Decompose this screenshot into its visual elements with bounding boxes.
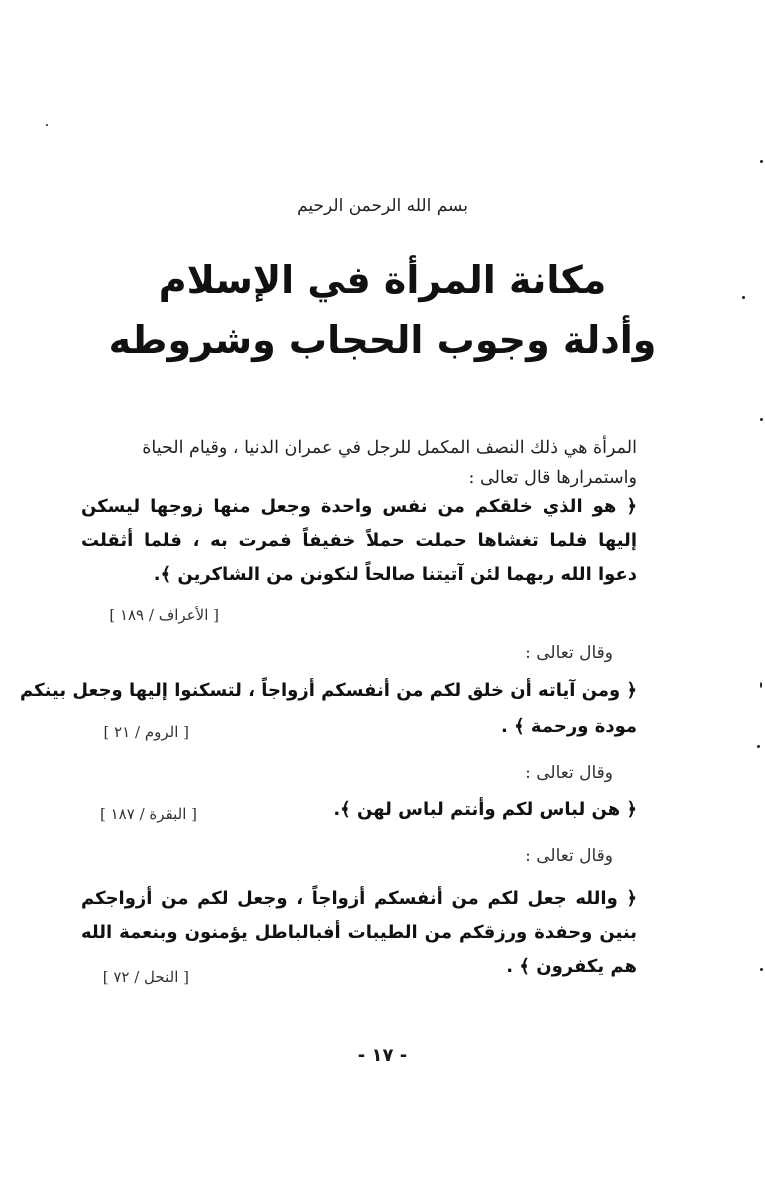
scan-speck: [760, 682, 762, 688]
title-line-2: وأدلة وجوب الحجاب وشروطه: [108, 318, 657, 362]
qal-taala-1: وقال تعالى :: [525, 643, 613, 663]
page-number: - ١٧ -: [357, 1045, 408, 1066]
verse-3: ﴿ هن لباس لكم وأنتم لباس لهن ﴾.: [333, 799, 637, 820]
scan-speck: [760, 160, 763, 163]
verse-4: ﴿ والله جعل لكم من أنفسكم أزواجاً ، وجعل لكم من أزواجكم بنين وحفدة ورزقكم من الطيبات أفبالباطل يؤمنون وبنعمة الله هم يكفرون ﴾ .: [81, 888, 637, 977]
scan-speck: [760, 968, 763, 971]
basmala: بسم الله الرحمن الرحيم: [297, 196, 468, 216]
verse-2-reference: [ الروم / ٢١ ]: [103, 723, 189, 741]
scan-speck: [742, 296, 745, 299]
title-line-1: مكانة المرأة في الإسلام: [158, 258, 607, 302]
verse-1-reference: [ الأعراف / ١٨٩ ]: [109, 606, 219, 624]
verse-4-reference: [ النحل / ٧٢ ]: [102, 968, 189, 986]
verse-2-line-2: مودة ورحمة ﴾ .: [501, 716, 637, 737]
verse-1: ﴿ هو الذي خلقكم من نفس واحدة وجعل منها زوجها ليسكن إليها فلما تغشاها حملت حملاً خفيفاً فمرت به ، فلما أثقلت دعوا الله ربهما لئن آتيتنا صالحاً لنكونن من الشاكرين ﴾.: [81, 496, 637, 585]
scan-speck: [757, 745, 760, 748]
verse-3-reference: [ البقرة / ١٨٧ ]: [100, 805, 197, 823]
intro-paragraph: المرأة هي ذلك النصف المكمل للرجل في عمران الدنيا ، وقيام الحياة واستمرارها قال تعالى :: [142, 438, 637, 488]
qal-taala-3: وقال تعالى :: [525, 846, 613, 866]
verse-2-line-1: ﴿ ومن آياته أن خلق لكم من أنفسكم أزواجاً ، لتسكنوا إليها وجعل بينكم: [20, 680, 637, 701]
qal-taala-2: وقال تعالى :: [525, 763, 613, 783]
scan-speck: [760, 418, 763, 421]
scan-speck: [46, 124, 48, 126]
